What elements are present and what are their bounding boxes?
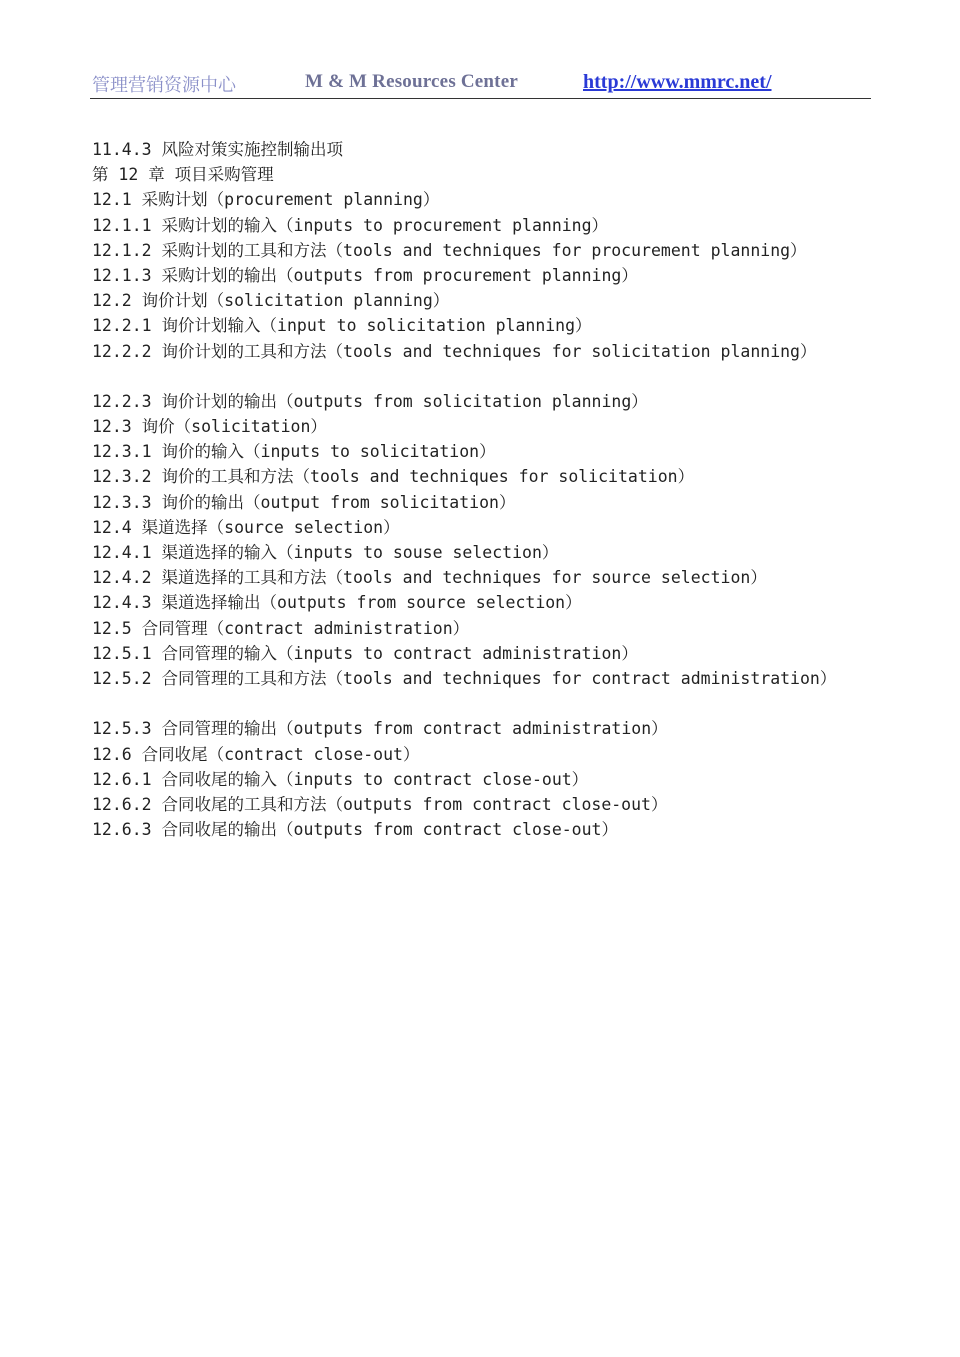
toc-line: 12.2.3 询价计划的输出（outputs from solicitation planning） bbox=[92, 391, 648, 411]
page-header bbox=[90, 68, 871, 99]
toc-line: 12.3 询价（solicitation） bbox=[92, 417, 327, 437]
toc-line: 12.5.2 合同管理的工具和方法（tools and techniques for contract administration） bbox=[92, 668, 837, 688]
toc-line: 12.4 渠道选择（source selection） bbox=[92, 517, 400, 537]
toc-line: 12.2.2 询价计划的工具和方法（tools and techniques for solicitation planning） bbox=[92, 341, 817, 361]
toc-line: 12.5.3 合同管理的输出（outputs from contract administration） bbox=[92, 719, 668, 739]
toc-line: 12.6 合同收尾（contract close-out） bbox=[92, 744, 420, 764]
toc-line: 12.4.2 渠道选择的工具和方法（tools and techniques for source selection） bbox=[92, 568, 767, 588]
toc-list bbox=[92, 137, 892, 842]
header-url-link[interactable]: http://www.mmrc.net/ bbox=[583, 71, 772, 93]
toc-line: 12.1.2 采购计划的工具和方法（tools and techniques for procurement planning） bbox=[92, 240, 807, 260]
toc-line: 12.4.1 渠道选择的输入（inputs to souse selection） bbox=[92, 543, 559, 562]
toc-line: 12.1.1 采购计划的输入（inputs to procurement planning） bbox=[92, 215, 609, 235]
toc-line: 第 12 章 项目采购管理 bbox=[92, 165, 274, 185]
toc-line: 12.6.3 合同收尾的输出（outputs from contract close-out） bbox=[92, 820, 618, 840]
toc-line: 11.4.3 风险对策实施控制输出项 bbox=[92, 140, 344, 159]
toc-line: 12.3.3 询价的输出（output from solicitation） bbox=[92, 492, 516, 512]
toc-line: 12.3.1 询价的输入（inputs to solicitation） bbox=[92, 442, 496, 462]
toc-line: 12.2 询价计划（solicitation planning） bbox=[92, 291, 450, 311]
header-cn-title: 管理营销资源中心 bbox=[92, 75, 236, 96]
toc-line: 12.5.1 合同管理的输入（inputs to contract administration） bbox=[92, 643, 638, 663]
toc-line: 12.1.3 采购计划的输出（outputs from procurement planning） bbox=[92, 265, 638, 285]
toc-line: 12.6.2 合同收尾的工具和方法（outputs from contract close-out） bbox=[92, 794, 668, 814]
toc-line: 12.3.2 询价的工具和方法（tools and techniques for solicitation） bbox=[92, 467, 695, 487]
toc-line: 12.5 合同管理（contract administration） bbox=[92, 618, 470, 638]
toc-line: 12.2.1 询价计划输入（input to solicitation planning） bbox=[92, 316, 592, 336]
header-en-title: M & M Resources Center bbox=[305, 71, 518, 92]
toc-line: 12.4.3 渠道选择输出（outputs from source selection） bbox=[92, 593, 582, 613]
toc-line: 12.6.1 合同收尾的输入（inputs to contract close-out） bbox=[92, 769, 589, 789]
toc-line: 12.1 采购计划（procurement planning） bbox=[92, 190, 440, 210]
